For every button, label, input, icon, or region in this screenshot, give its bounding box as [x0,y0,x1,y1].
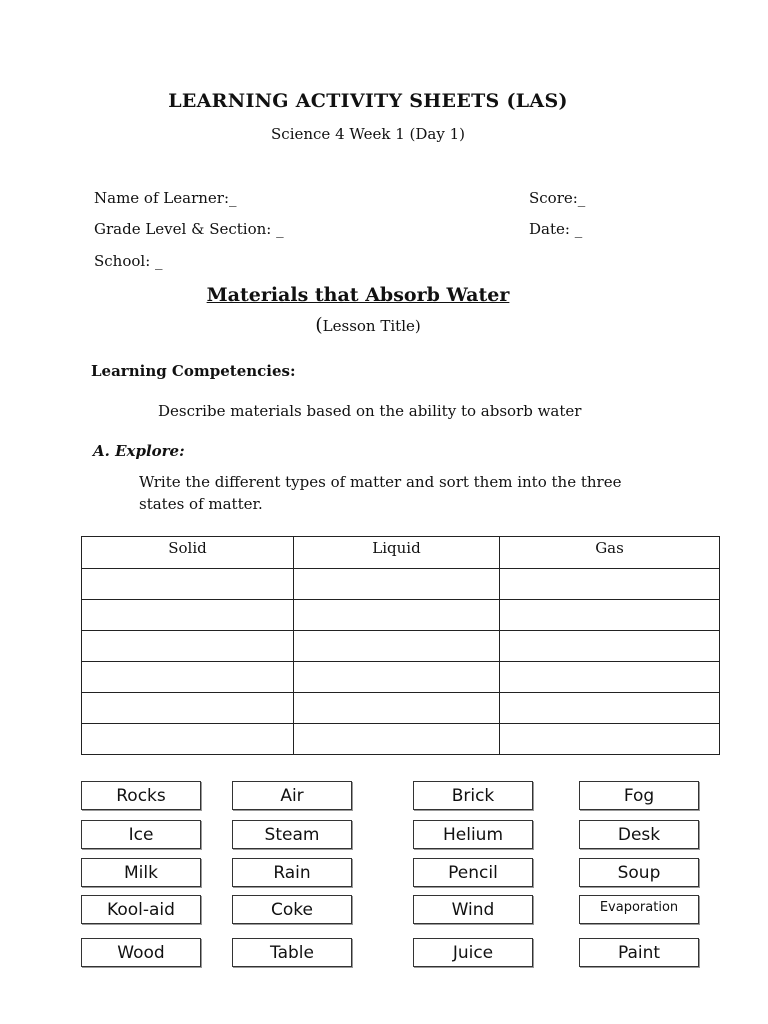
answer-cell-liquid[interactable] [294,631,500,662]
answer-cell-gas[interactable] [500,569,720,600]
explore-instruction-line-2: states of matter. [139,495,263,513]
sorting-table [81,536,720,755]
word-card-desk: Desk [579,820,699,849]
word-card-fog: Fog [579,781,699,810]
explore-instruction [139,471,621,515]
answer-cell-solid[interactable] [82,600,294,631]
answer-cell-gas[interactable] [500,724,720,755]
word-card-pencil: Pencil [413,858,533,887]
table-row [82,631,720,662]
sheet-subtitle: Science 4 Week 1 (Day 1) [271,125,465,143]
word-card-wood: Wood [81,938,201,967]
word-card-helium: Helium [413,820,533,849]
word-card-ice: Ice [81,820,201,849]
lesson-title-note [0,314,736,336]
table-header-row [82,537,720,569]
word-card-wind: Wind [413,895,533,924]
table-row [82,662,720,693]
answer-cell-solid[interactable] [82,662,294,693]
answer-cell-gas[interactable] [500,631,720,662]
answer-cell-solid[interactable] [82,724,294,755]
word-card-rocks: Rocks [81,781,201,810]
lesson-note-text: Lesson Title) [322,317,421,335]
answer-cell-liquid[interactable] [294,724,500,755]
word-card-coke: Coke [232,895,352,924]
answer-cell-gas[interactable] [500,662,720,693]
word-card-juice: Juice [413,938,533,967]
column-header-gas: Gas [500,537,720,569]
answer-cell-gas[interactable] [500,693,720,724]
lesson-title: Materials that Absorb Water [206,284,510,306]
lesson-note-paren: ( [315,314,323,336]
word-card-soup: Soup [579,858,699,887]
word-card-evaporation: Evaporation [579,895,699,924]
word-card-steam: Steam [232,820,352,849]
word-card-table: Table [232,938,352,967]
competencies-text: Describe materials based on the ability to absorb water [158,402,582,420]
word-card-kool-aid: Kool-aid [81,895,201,924]
school-field: School: _ [94,252,163,270]
word-card-milk: Milk [81,858,201,887]
answer-cell-liquid[interactable] [294,693,500,724]
table-row [82,569,720,600]
table-row [82,724,720,755]
answer-cell-solid[interactable] [82,569,294,600]
column-header-solid: Solid [82,537,294,569]
score-field: Score:_ [529,189,586,207]
column-header-liquid: Liquid [294,537,500,569]
table-row [82,693,720,724]
answer-cell-solid[interactable] [82,631,294,662]
answer-cell-gas[interactable] [500,600,720,631]
word-card-rain: Rain [232,858,352,887]
answer-cell-liquid[interactable] [294,662,500,693]
sheet-title: LEARNING ACTIVITY SHEETS (LAS) [168,90,568,112]
date-field: Date: _ [529,220,583,238]
answer-cell-liquid[interactable] [294,569,500,600]
word-card-brick: Brick [413,781,533,810]
table-body [82,569,720,755]
answer-cell-solid[interactable] [82,693,294,724]
explore-heading: A. Explore: [93,442,185,460]
table-row [82,600,720,631]
name-field: Name of Learner:_ [94,189,237,207]
word-card-air: Air [232,781,352,810]
grade-section-field: Grade Level & Section: _ [94,220,284,238]
explore-instruction-line-1: Write the different types of matter and sort them into the three [139,473,622,491]
word-card-paint: Paint [579,938,699,967]
competencies-heading: Learning Competencies: [91,362,296,380]
answer-cell-liquid[interactable] [294,600,500,631]
